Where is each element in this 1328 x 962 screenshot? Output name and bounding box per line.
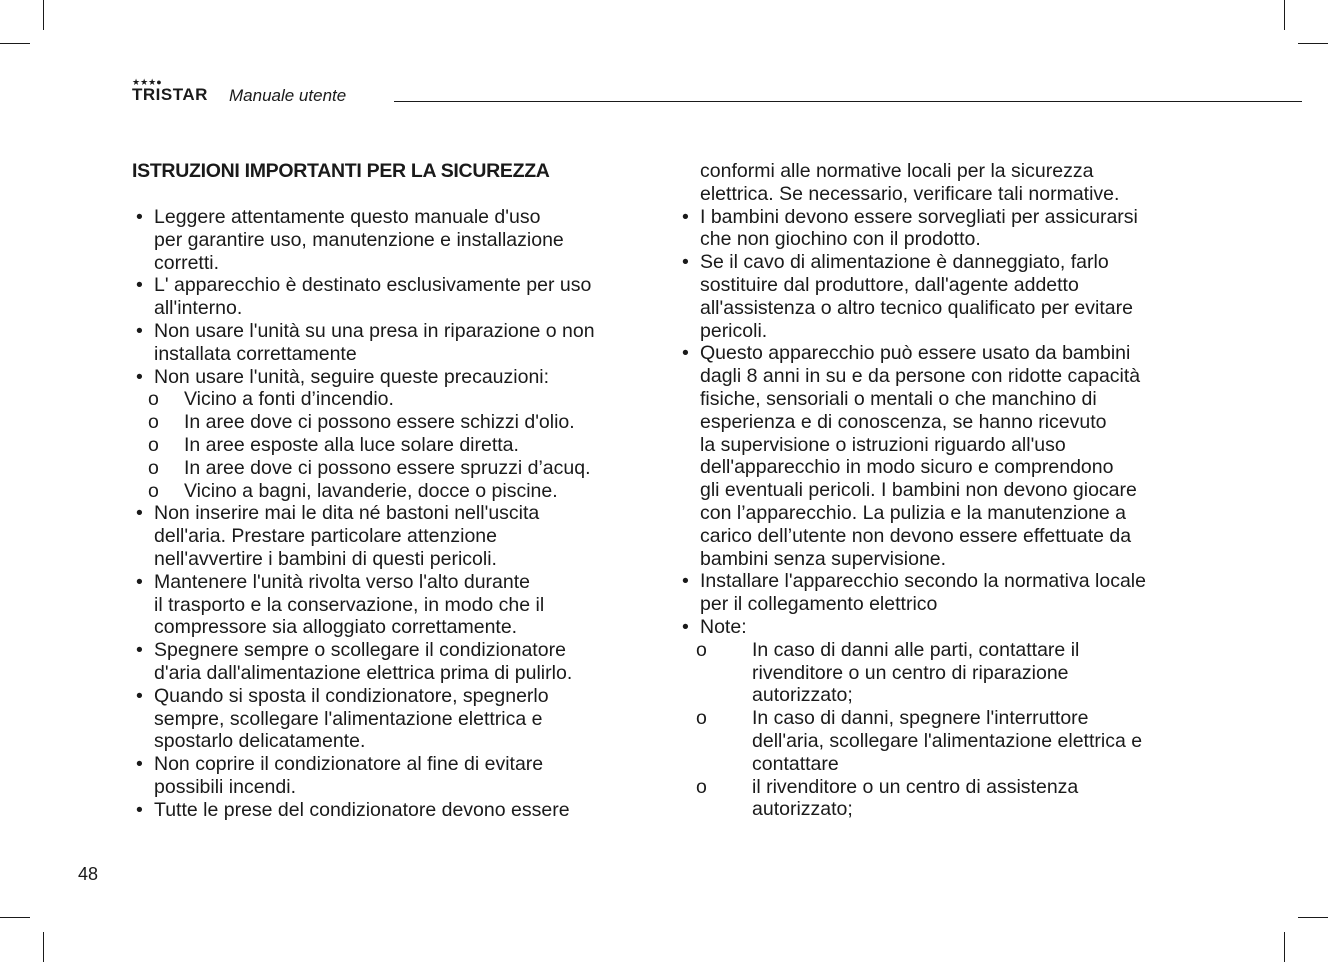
bullet-item (132, 753, 652, 799)
sub-marker: o (148, 479, 159, 502)
text-line: sempre, scollegare l'alimentazione elettrica e (154, 707, 543, 730)
text-line: L' apparecchio è destinato esclusivamente per uso (154, 274, 592, 297)
bullet-item (132, 366, 652, 503)
header-title: Manuale utente (229, 86, 347, 105)
text-line: Vicino a bagni, lavanderie, docce o piscine. (184, 479, 558, 502)
text-line: all'interno. (154, 297, 243, 320)
sub-list (132, 388, 652, 502)
text-line: Non inserire mai le dita né bastoni nell'uscita (154, 502, 540, 525)
text-line: Leggere attentamente questo manuale d'uso (154, 206, 541, 228)
text-line: Vicino a fonti d’incendio. (184, 388, 394, 411)
bullet-item (132, 274, 652, 320)
text-line: per il collegamento elettrico (700, 593, 938, 616)
text-line: elettrica. Se necessario, verificare tali normative. (700, 182, 1120, 205)
safety-list-left (132, 206, 652, 822)
text-line: rivenditore o un centro di riparazione (752, 661, 1069, 684)
text-line: con l’apparecchio. La pulizia e la manutenzione a (700, 501, 1127, 524)
logo-stars: ★★★● (132, 77, 162, 87)
page-number: 48 (78, 864, 99, 884)
sub-list (678, 639, 1198, 821)
sub-marker: o (696, 775, 707, 798)
page-header (132, 78, 1302, 108)
text-line: sostituire dal produttore, dall'agente addetto (700, 273, 1079, 296)
crop-mark (1298, 917, 1328, 918)
sub-marker: o (148, 433, 159, 456)
left-column (132, 158, 652, 822)
text-line: In aree esposte alla luce solare diretta. (184, 433, 519, 456)
bullet-item (132, 685, 652, 753)
bullet-icon: • (682, 342, 689, 365)
bullet-icon: • (136, 753, 143, 776)
bullet-icon: • (136, 570, 143, 593)
text-line: per garantire uso, manutenzione e installazione (154, 228, 564, 251)
sub-marker: o (148, 388, 159, 411)
bullet-item (678, 616, 1198, 821)
text-line: Quando si sposta il condizionatore, spegnerlo (154, 684, 549, 707)
text-line: autorizzato; (752, 798, 853, 821)
text-line: esperienza e di conoscenza, se hanno ricevuto (700, 410, 1107, 433)
text-line: conformi alle normative locali per la sicurezza (700, 160, 1094, 182)
text-line: spostarlo delicatamente. (154, 730, 366, 753)
sub-marker: o (148, 411, 159, 434)
text-line: la supervisione o istruzioni riguardo all'uso (700, 433, 1066, 456)
bullet-icon: • (136, 206, 143, 228)
text-line: Se il cavo di alimentazione è danneggiato, farlo (700, 251, 1109, 274)
text-line: Non usare l'unità su una presa in riparazione o non (154, 319, 595, 342)
text-line: il rivenditore o un centro di assistenza (752, 775, 1079, 798)
bullet-item (678, 206, 1198, 252)
sub-item (132, 434, 652, 457)
crop-mark (0, 43, 30, 44)
crop-mark (0, 917, 30, 918)
bullet-icon: • (136, 684, 143, 707)
bullet-item (132, 799, 652, 822)
text-line: d'aria dall'alimentazione elettrica prima di pulirlo. (154, 661, 573, 684)
bullet-icon: • (682, 251, 689, 274)
bullet-item (678, 342, 1198, 570)
text-line: Note: (700, 615, 747, 638)
section-title: ISTRUZIONI IMPORTANTI PER LA SICUREZZA (132, 160, 550, 182)
text-line: Non coprire il condizionatore al fine di evitare (154, 753, 544, 776)
text-line: In aree dove ci possono essere spruzzi d’acuq. (184, 456, 591, 479)
logo-brand: TRISTAR (132, 85, 208, 104)
sub-marker: o (696, 707, 707, 730)
bullet-icon: • (136, 274, 143, 297)
bullet-item (132, 502, 652, 570)
text-line: carico dell’utente non devono essere effettuate da (700, 524, 1132, 547)
text-line: In caso di danni alle parti, contattare il (752, 638, 1080, 661)
text-line: In caso di danni, spegnere l'interruttore (752, 707, 1089, 730)
text-line: contattare (752, 752, 839, 775)
header-rule (394, 101, 1302, 102)
sub-item (132, 388, 652, 411)
sub-marker: o (148, 456, 159, 479)
text-line: dagli 8 anni in su e da persone con ridotte capacità (700, 365, 1141, 388)
crop-mark (43, 0, 44, 30)
bullet-icon: • (136, 319, 143, 342)
text-line: autorizzato; (752, 684, 853, 707)
bullet-item (132, 571, 652, 639)
text-line: Tutte le prese del condizionatore devono essere (154, 798, 570, 821)
text-line: Questo apparecchio può essere usato da bambini (700, 342, 1131, 365)
sub-item (678, 707, 1198, 775)
text-line: bambini senza supervisione. (700, 547, 947, 570)
text-line: Mantenere l'unità rivolta verso l'alto durante (154, 570, 530, 593)
bullet-icon: • (136, 639, 143, 662)
sub-marker: o (696, 638, 707, 661)
bullet-icon: • (136, 798, 143, 821)
bullet-item (678, 251, 1198, 342)
text-line: Installare l'apparecchio secondo la normativa locale (700, 570, 1146, 593)
continuation-text (678, 160, 1198, 206)
bullet-icon: • (682, 615, 689, 638)
crop-mark (1284, 932, 1285, 962)
bullet-icon: • (136, 502, 143, 525)
text-line: gli eventuali pericoli. I bambini non devono giocare (700, 479, 1137, 502)
tristar-logo (132, 78, 222, 104)
text-line: nell'avvertire i bambini di questi pericoli. (154, 547, 497, 570)
text-line: che non giochino con il prodotto. (700, 228, 981, 251)
right-column (678, 160, 1198, 821)
sub-item (132, 457, 652, 480)
text-line: compressore sia alloggiato correttamente. (154, 616, 518, 639)
text-line: Non usare l'unità, seguire queste precauzioni: (154, 365, 550, 388)
sub-item (132, 480, 652, 503)
text-line: corretti. (154, 251, 220, 274)
text-line: dell'aria. Prestare particolare attenzione (154, 525, 497, 548)
text-line: dell'apparecchio in modo sicuro e comprendono (700, 456, 1114, 479)
bullet-item (132, 320, 652, 366)
sub-item (678, 639, 1198, 707)
safety-list-right (678, 206, 1198, 822)
crop-mark (43, 932, 44, 962)
text-line: all'assistenza o altro tecnico qualificato per evitare (700, 296, 1133, 319)
text-line: I bambini devono essere sorvegliati per assicurarsi (700, 205, 1138, 228)
bullet-item (132, 639, 652, 685)
sub-item (678, 776, 1198, 822)
text-line: Spegnere sempre o scollegare il condizionatore (154, 639, 566, 662)
bullet-item (132, 206, 652, 274)
crop-mark (1298, 43, 1328, 44)
text-line: pericoli. (700, 319, 768, 342)
bullet-icon: • (682, 570, 689, 593)
text-line: il trasporto e la conservazione, in modo che il (154, 593, 545, 616)
text-line: In aree dove ci possono essere schizzi d'olio. (184, 411, 575, 434)
bullet-icon: • (682, 205, 689, 228)
text-line: installata correttamente (154, 342, 357, 365)
sub-item (132, 411, 652, 434)
text-line: possibili incendi. (154, 775, 296, 798)
crop-mark (1284, 0, 1285, 30)
bullet-item (678, 570, 1198, 616)
text-line: dell'aria, scollegare l'alimentazione elettrica e (752, 729, 1143, 752)
bullet-icon: • (136, 365, 143, 388)
text-line: fisiche, sensoriali o mentali o che manchino di (700, 387, 1097, 410)
